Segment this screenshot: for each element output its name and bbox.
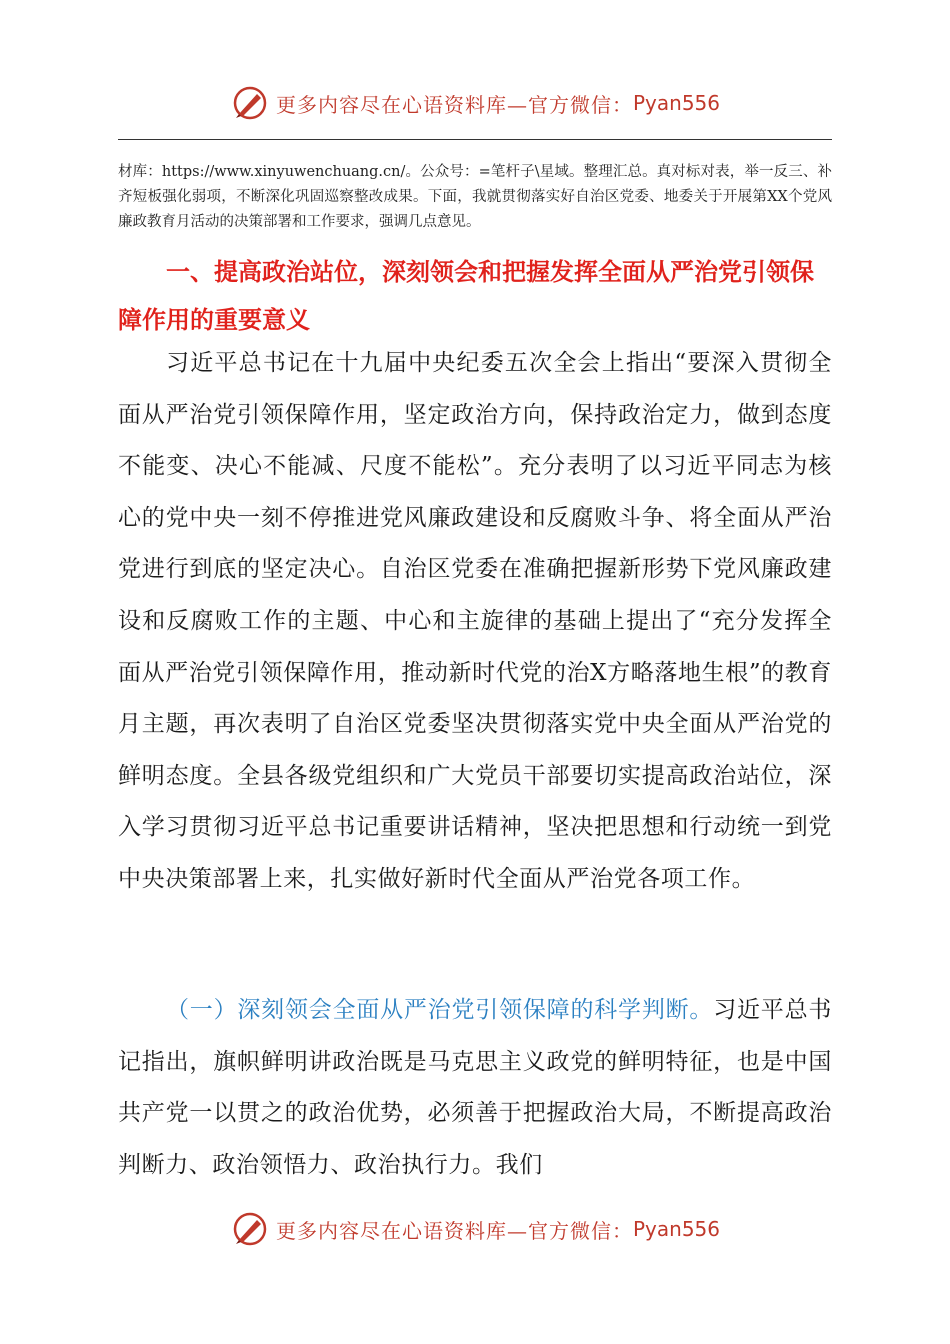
banner-text: 更多内容尽在心语资料库—官方微信： [275, 1218, 633, 1243]
banner-text: 更多内容尽在心语资料库—官方微信： [275, 92, 633, 117]
section-heading: 一、提高政治站位，深刻领会和把握发挥全面从严治党引领保障作用的重要意义 [118, 258, 814, 334]
subheading: （一）深刻领会全面从严治党引领保障的科学判断。 [166, 997, 714, 1023]
header-banner [0, 80, 950, 126]
body-paragraph-2 [118, 985, 832, 1191]
banner-contact: Pyan556 [632, 1217, 720, 1241]
pen-circle-logo-icon [230, 1209, 270, 1249]
body-paragraph-1: 习近平总书记在十九届中央纪委五次全会上指出“要深入贯彻全面从严治党引领保障作用，坚定政治方向，保持政治定力，做到态度不能变、决心不能减、尺度不能松”。充分表明了以习近平同志为核心的党中央一刻不停推进党风廉政建设和反腐败斗争、将全面从严治党进行到底的坚定决心。自治区党委在准确把握新形势下党风廉政建设和反腐败工作的主题、中心和主旋律的基础上提出了“充分发挥全面从严治党引领保障作用，推动新时代党的治X方略落地生根”的教育月主题，再次表明了自治区党委坚决贯彻落实党中央全面从严治党的鲜明态度。全县各级党组织和广大党员干部要切实提高政治站位，深入学习贯彻习近平总书记重要讲话精神，坚决把思想和行动统一到党中央决策部署上来，扎实做好新时代全面从严治党各项工作。 [118, 350, 832, 892]
footer-banner [0, 1206, 950, 1252]
pen-circle-logo-icon [230, 83, 270, 123]
banner-contact: Pyan556 [632, 91, 720, 115]
intro-paragraph: 材库：https://www.xinyuwenchuang.cn/。公众号：=笔杆子\星域。整理汇总。真对标对表，举一反三、补齐短板强化弱项，不断深化巩固巡察整改成果。下面，我就贯彻落实好自治区党委、地委关于开展第XX个党风廉政教育月活动的决策部署和工作要求，强调几点意见。 [118, 164, 832, 230]
header-divider [118, 139, 832, 140]
subheading-body: 习近平总书记指出，旗帜鲜明讲政治既是马克思主义政党的鲜明特征，也是中国共产党一以贯之的政治优势，必须善于把握政治大局，不断提高政治判断力、政治领悟力、政治执行力。我们 [118, 997, 832, 1178]
